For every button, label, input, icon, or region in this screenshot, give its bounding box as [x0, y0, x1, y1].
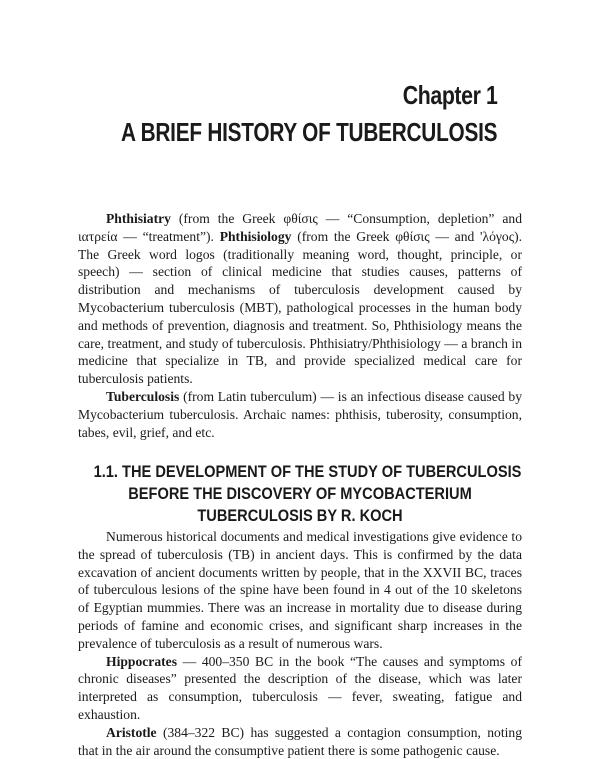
aristotle-text: (384–322 BC) has suggested a contagion consumption, noting that in the air around the consumptive patient there is some pathogenic cause.	[78, 724, 522, 758]
hippocrates-text: — 400–350 BC in the book “The causes and symptoms of chronic diseases” presented the description of the disease, which was later interpreted as consumption, tuberculosis — fever, sweating, fatigue and exhaustion.	[78, 653, 522, 722]
phthisiatry-paragraph	[78, 210, 522, 388]
term-aristotle: Aristotle	[106, 724, 157, 740]
aristotle-paragraph	[78, 724, 522, 759]
term-tuberculosis: Tuberculosis	[106, 388, 180, 404]
term-hippocrates: Hippocrates	[106, 653, 177, 669]
chapter-title: A BRIEF HISTORY OF TUBERCULOSIS	[120, 117, 497, 147]
tuberculosis-definition: (from Latin tuberculum) — is an infectious disease caused by Mycobacterium tuberculosis. Archaic names: phthisis, tuberosity, consumption, tabes, evil, grief, and etc.	[78, 388, 522, 440]
section-heading-line-2: BEFORE THE DISCOVERY OF MYCOBACTERIUM	[128, 484, 472, 503]
phthisiology-definition: (from the Greek φθίσις — and 'λόγος). The Greek word logos (traditionally meaning word, thought, principle, or speech) — section of clinical medicine that studies causes, patterns of distribution and mechanisms of tuberculosis development caused by Mycobacterium tuberculosis (MBT), pathological processes in the human body and methods of prevention, diagnosis and treatment. So, Phthisiology means the care, treatment, and study of tuberculosis. Phthisiatry/Phthisiology — a branch in medicine that specialize in TB, and provide specialized medical care for tuberculosis patients.	[78, 228, 523, 387]
term-phthisiatry: Phthisiatry	[106, 211, 171, 226]
tuberculosis-paragraph	[78, 388, 522, 441]
section-heading-line-1: 1.1. THE DEVELOPMENT OF THE STUDY OF TUBERCULOSIS	[93, 462, 522, 481]
section-heading	[60, 461, 540, 527]
phthisiatry-definition: (from the Greek φθίσις — “Consumption, depletion” and ιατρεία — “treatment”).	[78, 211, 522, 244]
section-body	[78, 528, 522, 759]
section-heading-line-3: TUBERCULOSIS BY R. KOCH	[197, 506, 403, 525]
intro-section	[78, 210, 522, 441]
history-paragraph: Numerous historical documents and medical investigations give evidence to the spread of tuberculosis (TB) in ancient days. This is confirmed by the data excavation of ancient documents written by people, that in the XXVII BC, traces of tuberculous lesions of the spine have been found in 4 out of the 10 skeletons of Egyptian mummies. There was an increase in mortality due to disease during periods of famine and economic crises, and significant sharp increases in the prevalence of tuberculosis as a result of numerous wars.	[78, 529, 522, 651]
chapter-number: Chapter 1	[402, 80, 497, 110]
term-phthisiology: Phthisiology	[219, 228, 292, 244]
hippocrates-paragraph	[78, 653, 522, 724]
